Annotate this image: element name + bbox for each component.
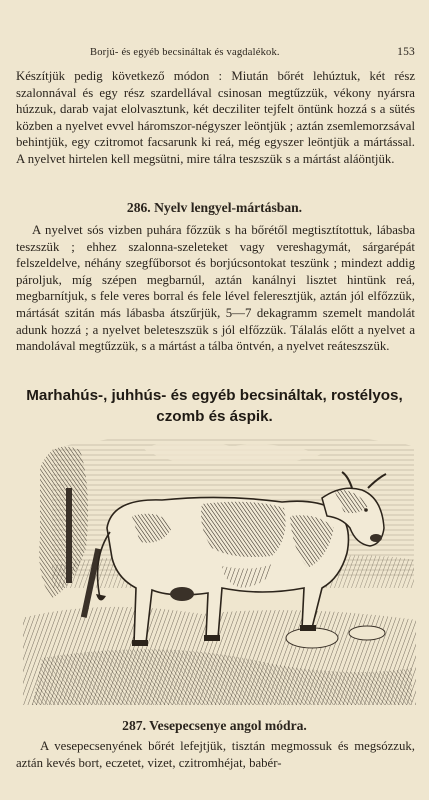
cow-engraving-illustration <box>22 428 417 706</box>
cow-engraving-svg <box>22 428 417 706</box>
paragraph-recipe-286: A nyelvet sós vizben puhára főzzük s ha bőrétől megtisztítottuk, lábasba teszszük ; ehhez szalonna-szeleteket vagy vereshagymát, sárgarépát felszeldelve, néhány szegfűborsot és borjúcsontokat teszünk ; mindezt addig pároljuk, míg szépen megbarnúl, aztán kanálnyi lisztet hintünk reá, megbarnítjuk, s fele veres borral és fele lével feleresztjük, aztán jól elfőzzük, mártását szitán más lábasba átszűrjük, 5—7 dekagramm szemelt mandolát adunk hozzá ; a nyelvet beleteszszük s jól elfőzzük. Tálalás előtt a nyelvet a mandolával megtűzzük, s a mártást a tálba öntvén, a nyelvet reáteszszük. <box>16 223 415 354</box>
page-header <box>0 44 429 62</box>
recipe-heading-286: 286. Nyelv lengyel-mártásban. <box>126 200 303 215</box>
running-title: Borjú- és egyéb becsináltak és vagdalékok. <box>90 47 280 58</box>
section-heading-line-2: czomb és áspik. <box>156 408 273 425</box>
paragraph-continued: Készítjük pedig következő módon : Miután bőrét lehúztuk, két rész szalonnával és egy rész szardellával csinosan megtűzzük, vékony nyársra húzzuk, darab vajat elolvasztunk, két decziliter tejfelt öntünk hozzá s a sütés közben a nyelvet evvel háromszor-négyszer leöntjük ; aztán zsemlemorzsával behintjük, egy czitromot facsarunk ki reá, még egyszer leöntjük a mártással. A nyelvet hirtelen kell megsütni, mire tálra teszszük s a mártást aláöntjük. <box>16 69 415 166</box>
page-number: 153 <box>397 46 415 58</box>
section-heading <box>0 385 429 427</box>
section-heading-line-1: Marhahús-, juhhús- és egyéb becsináltak, rostélyos, <box>26 387 403 404</box>
paragraph-recipe-287: A vesepecsenyének bőrét lefejtjük, tisztán megmossuk és megsózzuk, aztán kevés bort, eczetet, vizet, czitromhéjat, babér- <box>16 739 415 770</box>
recipe-heading-287: 287. Vesepecsenye angol módra. <box>122 718 307 733</box>
